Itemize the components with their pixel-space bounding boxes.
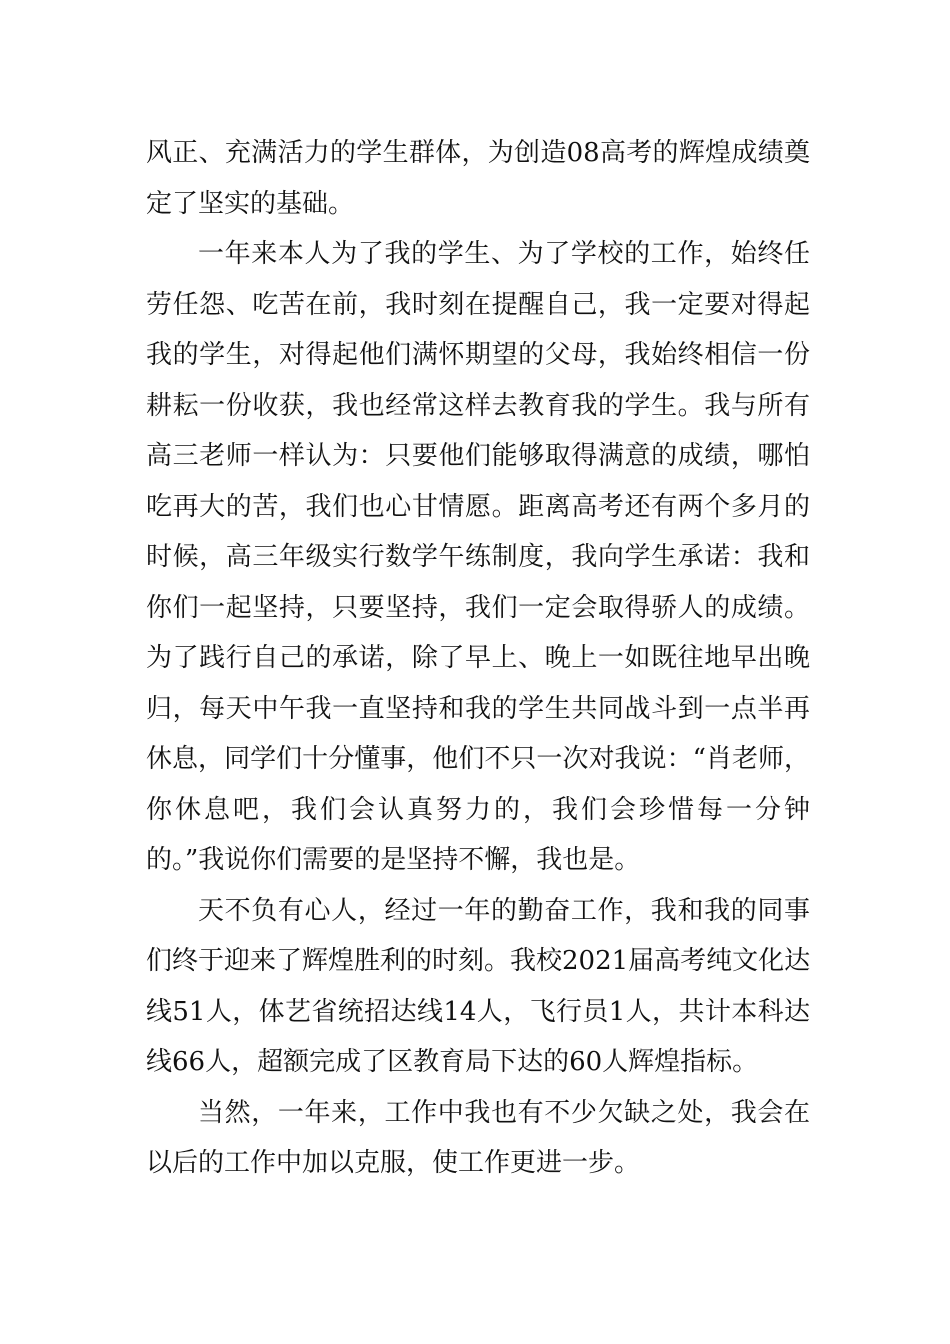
text-line: 你们一起坚持，只要坚持，我们一定会取得骄人的成绩。 xyxy=(146,592,810,623)
text-line: 时候，高三年级实行数学午练制度，我向学生承诺：我和 xyxy=(146,542,810,572)
document-body xyxy=(146,128,810,1189)
text-line: 我的学生，对得起他们满怀期望的父母，我始终相信一份 xyxy=(146,340,810,370)
paragraph xyxy=(146,1088,810,1189)
text-line: 线66人，超额完成了区教育局下达的60人辉煌指标。 xyxy=(146,1047,759,1077)
text-line: 线51人，体艺省统招达线14人，飞行员1人，共计本科达 xyxy=(146,996,810,1027)
text-line: 耕耘一份收获，我也经常这样去教育我的学生。我与所有 xyxy=(146,390,810,421)
text-line: 劳任怨、吃苦在前，我时刻在提醒自己，我一定要对得起 xyxy=(146,289,810,320)
text-line: 天不负有心人，经过一年的勤奋工作，我和我的同事 xyxy=(198,895,810,926)
paragraph xyxy=(146,229,810,886)
text-line: 以后的工作中加以克服，使工作更进一步。 xyxy=(146,1148,641,1178)
text-line: 们终于迎来了辉煌胜利的时刻。我校2021届高考纯文化达 xyxy=(146,946,811,976)
paragraph xyxy=(146,128,810,229)
text-line: 休息，同学们十分懂事，他们不只一次对我说：“肖老师， xyxy=(146,744,810,774)
text-line: 定了坚实的基础。 xyxy=(146,188,355,219)
text-line: 风正、充满活力的学生群体，为创造08高考的辉煌成绩奠 xyxy=(146,138,810,168)
text-line: 你休息吧，我们会认真努力的，我们会珍惜每一分钟 xyxy=(146,794,810,825)
text-line: 的。”我说你们需要的是坚持不懈，我也是。 xyxy=(146,845,641,875)
text-line: 吃再大的苦，我们也心甘情愿。距离高考还有两个多月的 xyxy=(146,491,810,522)
text-line: 归，每天中午我一直坚持和我的学生共同战斗到一点半再 xyxy=(146,693,810,724)
text-line: 当然，一年来，工作中我也有不少欠缺之处，我会在 xyxy=(198,1097,810,1128)
text-line: 高三老师一样认为：只要他们能够取得满意的成绩，哪怕 xyxy=(146,441,810,471)
paragraph xyxy=(146,886,810,1088)
text-line: 为了践行自己的承诺，除了早上、晚上一如既往地早出晚 xyxy=(146,643,810,673)
text-line: 一年来本人为了我的学生、为了学校的工作，始终任 xyxy=(198,239,810,269)
